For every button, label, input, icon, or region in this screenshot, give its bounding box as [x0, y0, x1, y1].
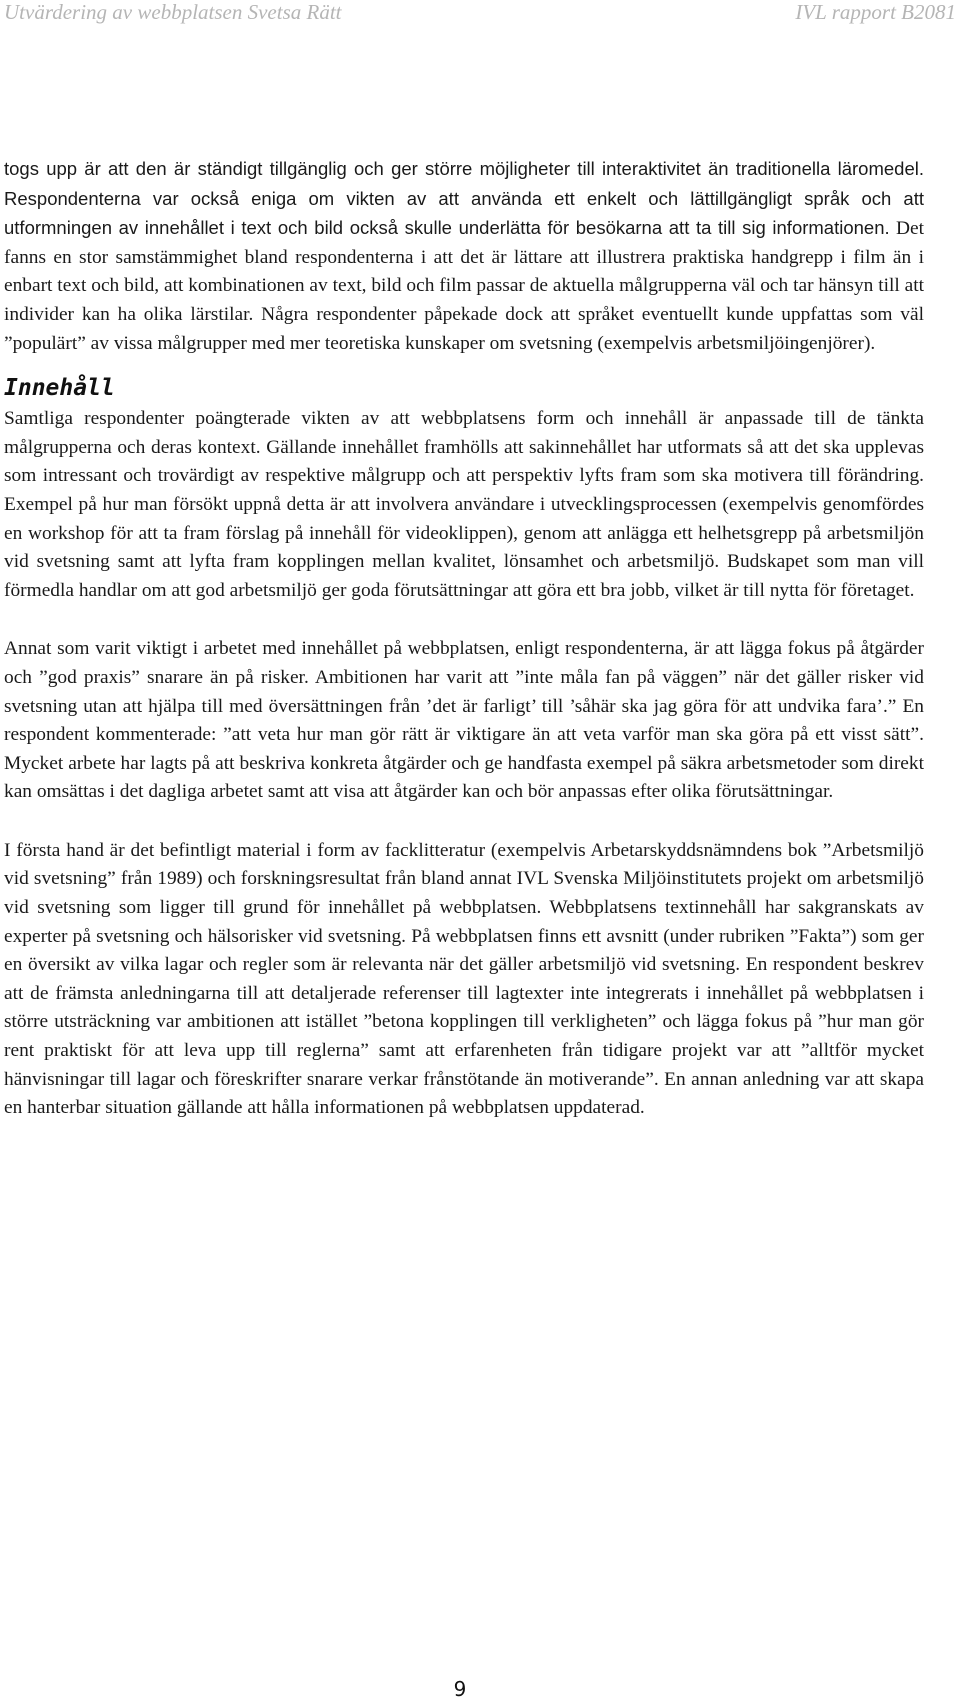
- paragraph-focus: Annat som varit viktigt i arbetet med innehållet på webbplatsen, enligt respondenterna, är att lägga fokus på åtgärder och ”god praxis” snarare än på risker. Ambitionen har varit att ”inte måla fan på väggen” när det gäller risker vid svetsning utan att hjälpa till med översättningen från ’det är farligt’ till ’såhär ska jag göra för att undvika fara’.” En respondent kommenterade: ”att veta hur man gör rätt är viktigare än att veta varför man ska göra på ett visst sätt”. Mycket arbete har lagts på att beskriva konkreta åtgärder och ge handfasta exempel på säkra arbetsmetoder som direkt kan omsättas i det dagliga arbetet samt att visa att åtgärder kan och bör anpassas efter olika förutsättningar.: [4, 638, 924, 803]
- paragraph-intro-serif-part: Det fanns en stor samstämmighet bland respondenterna i att det är lättare att illustrera praktiska handgrepp i film än i enbart text och bild, att kombinationen av text, bild och film passar de aktuella målgrupperna väl och tar hänsyn till att individer kan ha olika lärstilar. Några respondenter påpekade dock att språket eventuellt kunde uppfattas som väl ”populärt” av vissa målgrupper med mer teoretiska kunskaper om svetsning (exempelvis arbetsmiljöingenjörer).: [4, 218, 924, 354]
- paragraph-intro: [4, 155, 924, 358]
- paragraph-sources: I första hand är det befintligt material i form av facklitteratur (exempelvis Arbetarskyddsnämndens bok ”Arbetsmiljö vid svetsning” från 1989) och forskningsresultat från bland annat IVL Svenska Miljöinstitutets projekt om arbetsmiljö vid svetsning som ligger till grund för innehållet på webbplatsen. Webbplatsens textinnehåll har sakgranskats av experter på svetsning och hälsorisker vid svetsning. På webbplatsen finns ett avsnitt (under rubriken ”Fakta”) som ger en översikt av vilka lagar och regler som är relevanta när det gäller arbetsmiljö vid svetsning. En respondent beskrev att de främsta anledningarna till att detaljerade referenser till lagtexter inte integrerats i innehållet på webbplatsen i större utsträckning var ambitionen att istället ”betona kopplingen till verkligheten” och lägga fokus på ”hur man gör rent praktiskt för att leva upp till reglerna” samt att erfarenheten från tidigare projekt var att ”alltför mycket hänvisningar till lagar och föreskrifter snarare verkar frånstötande än motiverande”. En annan anledning var att skapa en hanterbar situation gällande att hålla informationen på webbplatsen uppdaterad.: [4, 839, 924, 1119]
- section-heading: Innehåll: [4, 375, 115, 402]
- header-report-id: IVL rapport B2081: [795, 0, 956, 24]
- header-report-title: Utvärdering av webbplatsen Svetsa Rätt: [4, 0, 342, 24]
- page-number: 9: [453, 1677, 467, 1701]
- page-header: [0, 0, 960, 40]
- paragraph-intro-sans-part: togs upp är att den är ständigt tillgänglig och ger större möjligheter till interaktivitet än traditionella läromedel. Respondenterna var också eniga om vikten av att använda ett enkelt och lättillgängligt språk och att utformningen av innehållet i text och bild också skulle underlätta för besökarna att ta till sig informationen.: [4, 158, 924, 239]
- paragraph-content: Samtliga respondenter poängterade vikten av att webbplatsens form och innehåll är anpassade till de tänkta målgrupperna och deras kontext. Gällande innehållet framhölls att sakinnehållet har utformats så att det ska upplevas som intressant och trovärdigt av respektive målgrupp och att perspektiv lyfts fram som ska motivera till förändring. Exempel på hur man försökt uppnå detta är att involvera användare i utvecklingsprocessen (exempelvis genomfördes en workshop för att ta fram förslag på innehåll för videoklippen), genom att anlägga ett helhetsgrepp på arbetsmiljön vid svetsning samt att lyfta fram kopplingen mellan kvalitet, lönsamhet och arbetsmiljö. Budskapet som man vill förmedla handlar om att god arbetsmiljö ger goda förutsättningar att göra ett bra jobb, vilket är till nytta för företaget.: [4, 408, 924, 601]
- document-body: [4, 155, 924, 1123]
